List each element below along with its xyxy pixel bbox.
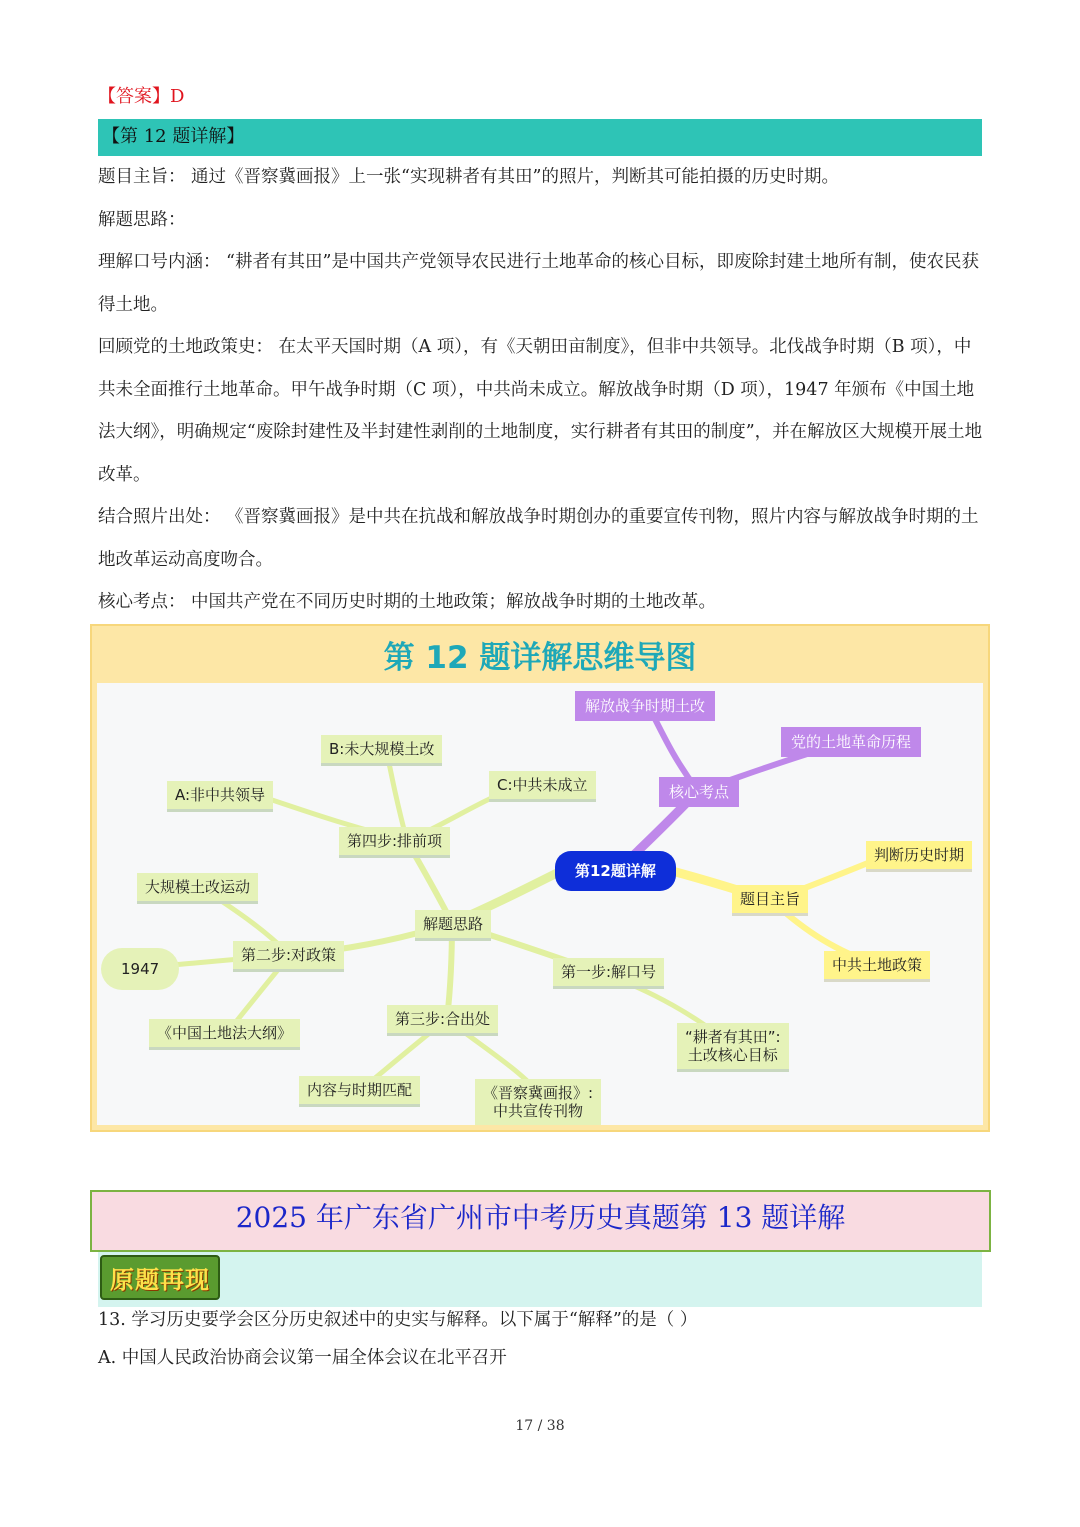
core-node: 核心考点 xyxy=(659,777,739,807)
core-child-liberation: 解放战争时期土改 xyxy=(575,691,715,721)
question-banner-title: 2025 年广东省广州市中考历史真题第 13 题详解 xyxy=(235,1201,846,1234)
step1-child-slogan xyxy=(677,1023,789,1072)
step1-child-slogan-line1: “耕者有其田”: xyxy=(685,1028,781,1046)
step3-child-source-line2: 中共宣传刊物 xyxy=(493,1102,584,1120)
page-number: 17 / 38 xyxy=(515,1418,565,1434)
source-paragraph: 结合照片出处： 《晋察冀画报》是中共在抗战和解放战争时期创办的重要宣传刊物，照片内容与解放战争时期的土地改革运动高度吻合。 xyxy=(98,507,979,570)
theme-node: 题目主旨 xyxy=(732,885,808,916)
step4-option-a: A:非中共领导 xyxy=(167,781,273,812)
step4-option-b: B:未大规模土改 xyxy=(321,735,442,766)
section-header-bar xyxy=(98,119,982,156)
solve-node: 解题思路 xyxy=(415,910,491,941)
step1-child-slogan-line2: 土改核心目标 xyxy=(687,1046,778,1064)
approach-heading: 解题思路： xyxy=(98,209,186,230)
slogan-paragraph: 理解口号内涵： “耕者有其田”是中国共产党领导农民进行土地革命的核心目标，即废除封建土地所有制，使农民获得土地。 xyxy=(98,252,979,315)
mindmap-title: 第 12 题详解思维导图 xyxy=(383,640,697,676)
step2-node: 第二步:对政策 xyxy=(233,941,344,972)
step3-child-match: 内容与时期匹配 xyxy=(299,1076,420,1107)
theme-child-period: 判断历史时期 xyxy=(866,841,972,872)
key-point-paragraph: 核心考点： 中国共产党在不同历史时期的土地政策；解放战争时期的土地改革。 xyxy=(98,592,717,612)
step3-node: 第三步:合出处 xyxy=(387,1005,498,1036)
question-13-text: 13. 学习历史要学会区分历史叙述中的史实与解释。以下属于“解释”的是（ ） xyxy=(98,1310,698,1330)
mindmap-center-node: 第12题详解 xyxy=(555,851,676,891)
step3-child-source-line1: 《晋察冀画报》: xyxy=(483,1084,594,1102)
original-question-badge: 原题再现 xyxy=(100,1255,220,1300)
policy-history-paragraph: 回顾党的土地政策史： 在太平天国时期（A 项），有《天朝田亩制度》，但非中共领导。北伐战争时期（B 项），中共未全面推行土地革命。甲午战争时期（C 项），中共尚未成立。解放战争时期（D 项），1947 年颁布《中国土地法大纲》，明确规定“废除封建性及半封建性剥削的土地制度，实行耕者有其田的制度”，并在解放区大规模开展土地改革。 xyxy=(98,337,983,485)
step3-child-source xyxy=(475,1079,601,1125)
option-a-text: A. 中国人民政治协商会议第一届全体会议在北平召开 xyxy=(98,1348,507,1368)
step2-child-law: 《中国土地法大纲》 xyxy=(149,1019,300,1050)
section-header: 【第 12 题详解】 xyxy=(102,126,245,147)
theme-paragraph: 题目主旨： 通过《晋察冀画报》上一张“实现耕者有其田”的照片，判断其可能拍摄的历史时期。 xyxy=(98,167,839,187)
step1-node: 第一步:解口号 xyxy=(553,958,664,989)
original-question-bar xyxy=(98,1252,982,1307)
step4-option-c: C:中共未成立 xyxy=(489,771,596,802)
answer-label: 【答案】D xyxy=(98,86,185,107)
step4-node: 第四步:排前项 xyxy=(339,827,450,858)
step2-child-campaign: 大规模土改运动 xyxy=(137,873,258,904)
step2-child-year: 1947 xyxy=(101,948,179,990)
core-child-history: 党的土地革命历程 xyxy=(781,727,921,757)
mindmap-canvas xyxy=(97,683,983,1125)
theme-child-policy: 中共土地政策 xyxy=(824,951,930,982)
explanation-body xyxy=(98,156,984,624)
